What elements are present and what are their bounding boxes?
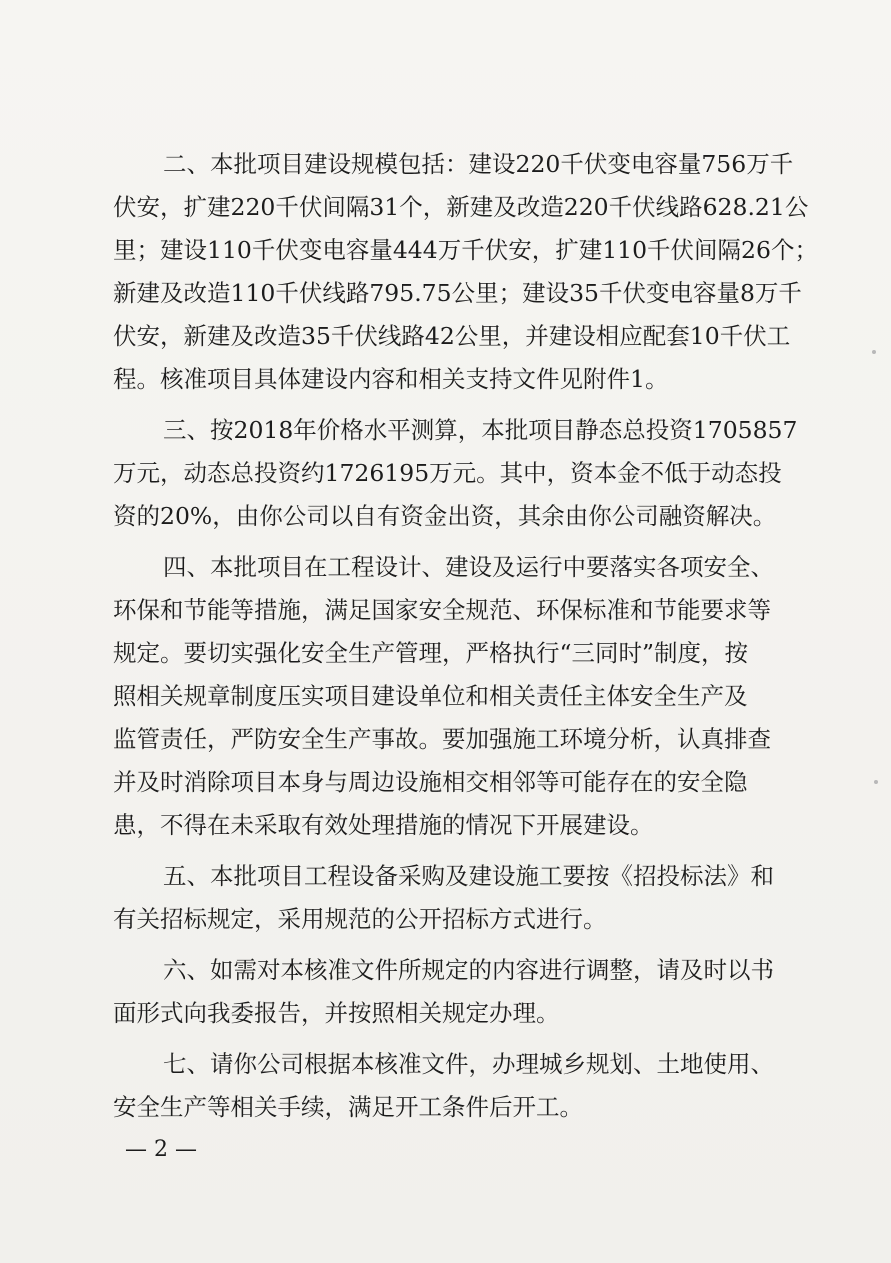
page-number: — 2 — xyxy=(125,1137,197,1162)
text-line: 资的20%，由你公司以自有资金出资，其余由你公司融资解决。 xyxy=(113,502,777,530)
text-line: 面形式向我委报告，并按照相关规定办理。 xyxy=(113,999,560,1027)
text-line: 伏安，扩建220千伏间隔31个，新建及改造220千伏线路628.21公 xyxy=(113,193,809,221)
paragraph-investment xyxy=(113,409,798,538)
text-line: 并及时消除项目本身与周边设施相交相邻等可能存在的安全隐 xyxy=(113,768,748,796)
paragraph-safety xyxy=(113,546,783,847)
text-line: 三、按2018年价格水平测算，本批项目静态总投资1705857 xyxy=(163,416,798,444)
paragraph-gap xyxy=(113,1035,783,1043)
text-line: 程。核准项目具体建设内容和相关支持文件见附件1。 xyxy=(113,365,669,393)
text-line: 六、如需对本核准文件所规定的内容进行调整，请及时以书 xyxy=(163,956,774,984)
paragraph-gap xyxy=(113,941,783,949)
paragraph-scale xyxy=(113,143,818,401)
text-line: 四、本批项目在工程设计、建设及运行中要落实各项安全、 xyxy=(163,553,774,581)
text-line: 七、请你公司根据本核准文件，办理城乡规划、土地使用、 xyxy=(163,1050,774,1078)
text-line: 监管责任，严防安全生产事故。要加强施工环境分析，认真排查 xyxy=(113,725,771,753)
text-line: 安全生产等相关手续，满足开工条件后开工。 xyxy=(113,1093,583,1121)
text-line: 规定。要切实强化安全生产管理，严格执行“三同时”制度，按 xyxy=(113,639,749,667)
scan-speck xyxy=(872,350,876,354)
document-body xyxy=(113,143,818,1129)
text-line: 环保和节能等措施，满足国家安全规范、环保标准和节能要求等 xyxy=(113,596,771,624)
paragraph-adjustment xyxy=(113,949,783,1035)
text-line: 患，不得在未采取有效处理措施的情况下开展建设。 xyxy=(113,811,654,839)
text-line: 照相关规章制度压实项目建设单位和相关责任主体安全生产及 xyxy=(113,682,748,710)
paragraph-procurement xyxy=(113,855,783,941)
scan-speck xyxy=(874,780,878,784)
text-line: 里；建设110千伏变电容量444万千伏安，扩建110千伏间隔26个； xyxy=(113,236,818,264)
text-line: 有关招标规定，采用规范的公开招标方式进行。 xyxy=(113,905,607,933)
text-line: 万元，动态总投资约1726195万元。其中，资本金不低于动态投 xyxy=(113,459,782,487)
text-line: 五、本批项目工程设备采购及建设施工要按《招投标法》和 xyxy=(163,862,774,890)
paragraph-gap xyxy=(113,538,783,546)
paragraph-gap xyxy=(113,401,783,409)
paragraph-procedures xyxy=(113,1043,783,1129)
paragraph-gap xyxy=(113,847,783,855)
text-line: 二、本批项目建设规模包括：建设220千伏变电容量756万千 xyxy=(163,150,794,178)
text-line: 新建及改造110千伏线路795.75公里；建设35千伏变电容量8万千 xyxy=(113,279,802,307)
text-line: 伏安，新建及改造35千伏线路42公里，并建设相应配套10千伏工 xyxy=(113,322,791,350)
